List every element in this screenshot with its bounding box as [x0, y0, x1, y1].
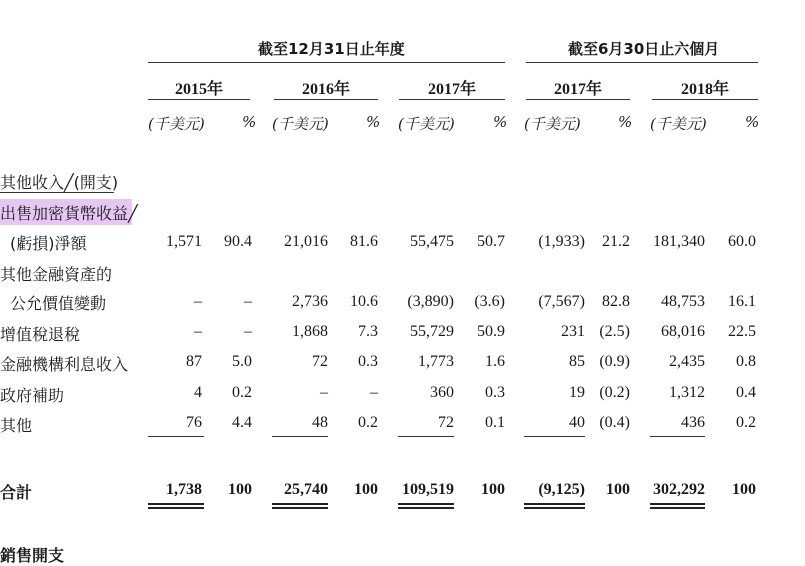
cell-pct: 82.8	[602, 293, 630, 310]
unit-label: (千美元)	[272, 115, 329, 133]
total-double-rule	[148, 507, 204, 509]
pct-label: %	[242, 113, 257, 131]
cell-value: 48,753	[661, 293, 705, 310]
cell-pct: 0.3	[358, 353, 378, 370]
cell-value: 181,340	[653, 233, 705, 250]
total-pct: 100	[354, 481, 378, 498]
cell-pct: 0.2	[232, 384, 252, 401]
cell-pct: 22.5	[728, 323, 756, 340]
year-header-2016: 2016年	[301, 81, 350, 98]
cell-value: 436	[681, 414, 705, 431]
row-label: (虧損)淨額	[10, 234, 87, 253]
cell-pct: (0.9)	[599, 353, 630, 370]
cell-pct: (0.4)	[599, 414, 630, 431]
year-underline-2016	[274, 99, 378, 100]
subtotal-rule-2017	[398, 436, 454, 437]
cell-pct: 0.2	[736, 414, 756, 431]
cell-value: 21,016	[284, 233, 328, 250]
year-underline-2018-6m	[652, 99, 758, 100]
cell-value: 1,868	[292, 323, 328, 340]
cell-value: (7,567)	[538, 293, 585, 310]
cell-value: 72	[312, 353, 328, 370]
pct-label: %	[493, 113, 508, 131]
total-double-rule	[398, 503, 454, 505]
total-double-rule	[524, 503, 585, 505]
cell-pct: 4.4	[232, 414, 252, 431]
total-value: 302,292	[653, 481, 705, 498]
total-value: 109,519	[402, 481, 454, 498]
header-group-fiscal-year: 截至12月31日止年度	[258, 40, 405, 58]
header-6m-underline	[526, 62, 758, 63]
pct-label: %	[366, 113, 381, 131]
subtotal-rule-2015	[148, 436, 204, 437]
cell-value: 19	[569, 384, 585, 401]
cell-pct: 0.8	[736, 353, 756, 370]
unit-label: (千美元)	[524, 115, 581, 133]
cell-pct: 0.4	[736, 384, 756, 401]
row-label: 其他	[0, 416, 33, 435]
cell-pct: 16.1	[728, 293, 756, 310]
cell-pct: 10.6	[350, 293, 378, 310]
cell-value: –	[320, 384, 328, 401]
cell-pct: 0.3	[485, 384, 505, 401]
total-double-rule	[650, 507, 705, 509]
total-double-rule	[272, 503, 328, 505]
cell-value: 1,312	[669, 384, 705, 401]
cell-pct: 0.1	[485, 414, 505, 431]
cell-pct: –	[244, 323, 252, 340]
year-header-2017-6m: 2017年	[553, 81, 602, 98]
total-double-rule	[524, 507, 585, 509]
cell-value: 55,475	[410, 233, 454, 250]
cell-pct: –	[370, 384, 378, 401]
cell-value: 68,016	[661, 323, 705, 340]
header-fy-underline	[148, 62, 505, 63]
cell-pct: 50.9	[477, 323, 505, 340]
total-value: (9,125)	[538, 481, 585, 498]
cell-pct: 60.0	[728, 233, 756, 250]
year-header-2018-6m: 2018年	[680, 81, 729, 98]
total-pct: 100	[732, 481, 756, 498]
cell-pct: 1.6	[485, 353, 505, 370]
unit-label: (千美元)	[398, 115, 455, 133]
unit-label: (千美元)	[650, 115, 707, 133]
cell-value: 231	[561, 323, 585, 340]
total-double-rule	[650, 503, 705, 505]
cell-value: 72	[438, 414, 454, 431]
cell-pct: 90.4	[224, 233, 252, 250]
subtotal-rule-2017-6m	[524, 436, 585, 437]
total-label: 合計	[0, 483, 33, 502]
cell-pct: 0.2	[358, 414, 378, 431]
subtotal-rule-2016	[272, 436, 328, 437]
cell-value: 2,736	[292, 293, 328, 310]
row-label: 公允價值變動	[10, 294, 107, 313]
pct-label: %	[745, 113, 760, 131]
unit-label: (千美元)	[148, 115, 205, 133]
cell-value: –	[194, 323, 202, 340]
cell-value: 85	[569, 353, 585, 370]
total-value: 25,740	[284, 481, 328, 498]
cell-value: (1,933)	[538, 233, 585, 250]
cell-pct: –	[244, 293, 252, 310]
total-pct: 100	[228, 481, 252, 498]
cell-value: (3,890)	[407, 293, 454, 310]
cell-pct: 50.7	[477, 233, 505, 250]
total-pct: 100	[481, 481, 505, 498]
cell-pct: 81.6	[350, 233, 378, 250]
year-header-2015: 2015年	[174, 81, 223, 98]
total-pct: 100	[606, 481, 630, 498]
row-label: 金融機構利息收入	[0, 355, 129, 374]
row-label: 政府補助	[0, 386, 65, 405]
subtotal-rule-2018-6m	[650, 436, 705, 437]
cell-value: 87	[186, 353, 202, 370]
cell-value: 76	[186, 414, 202, 431]
cell-pct: 5.0	[232, 353, 252, 370]
cell-value: 1,773	[418, 353, 454, 370]
cell-pct: (2.5)	[599, 323, 630, 340]
section-title: 其他收入╱(開支)	[0, 173, 119, 192]
row-label: 出售加密貨幣收益╱	[0, 204, 138, 223]
year-underline-2017-6m	[526, 99, 630, 100]
cell-value: –	[194, 293, 202, 310]
row-label: 增值稅退稅	[0, 325, 81, 344]
cell-value: 1,571	[166, 233, 202, 250]
cell-value: 40	[569, 414, 585, 431]
cell-pct: (0.2)	[599, 384, 630, 401]
year-underline-2017	[399, 99, 505, 100]
year-underline-2015	[148, 99, 250, 100]
total-value: 1,738	[166, 481, 202, 498]
row-label: 其他金融資產的	[0, 265, 113, 284]
total-double-rule	[148, 503, 204, 505]
section-title-underline	[0, 192, 114, 193]
total-double-rule	[272, 507, 328, 509]
cell-value: 2,435	[669, 353, 705, 370]
cell-pct: (3.6)	[474, 293, 505, 310]
pct-label: %	[618, 113, 633, 131]
cell-value: 4	[194, 384, 202, 401]
cell-value: 360	[430, 384, 454, 401]
total-double-rule	[398, 507, 454, 509]
cell-value: 55,729	[410, 323, 454, 340]
cell-pct: 7.3	[358, 323, 378, 340]
next-section-heading: 銷售開支	[0, 546, 65, 565]
cell-value: 48	[312, 414, 328, 431]
header-group-six-months: 截至6月30日止六個月	[568, 40, 720, 58]
year-header-2017: 2017年	[427, 81, 476, 98]
cell-pct: 21.2	[602, 233, 630, 250]
